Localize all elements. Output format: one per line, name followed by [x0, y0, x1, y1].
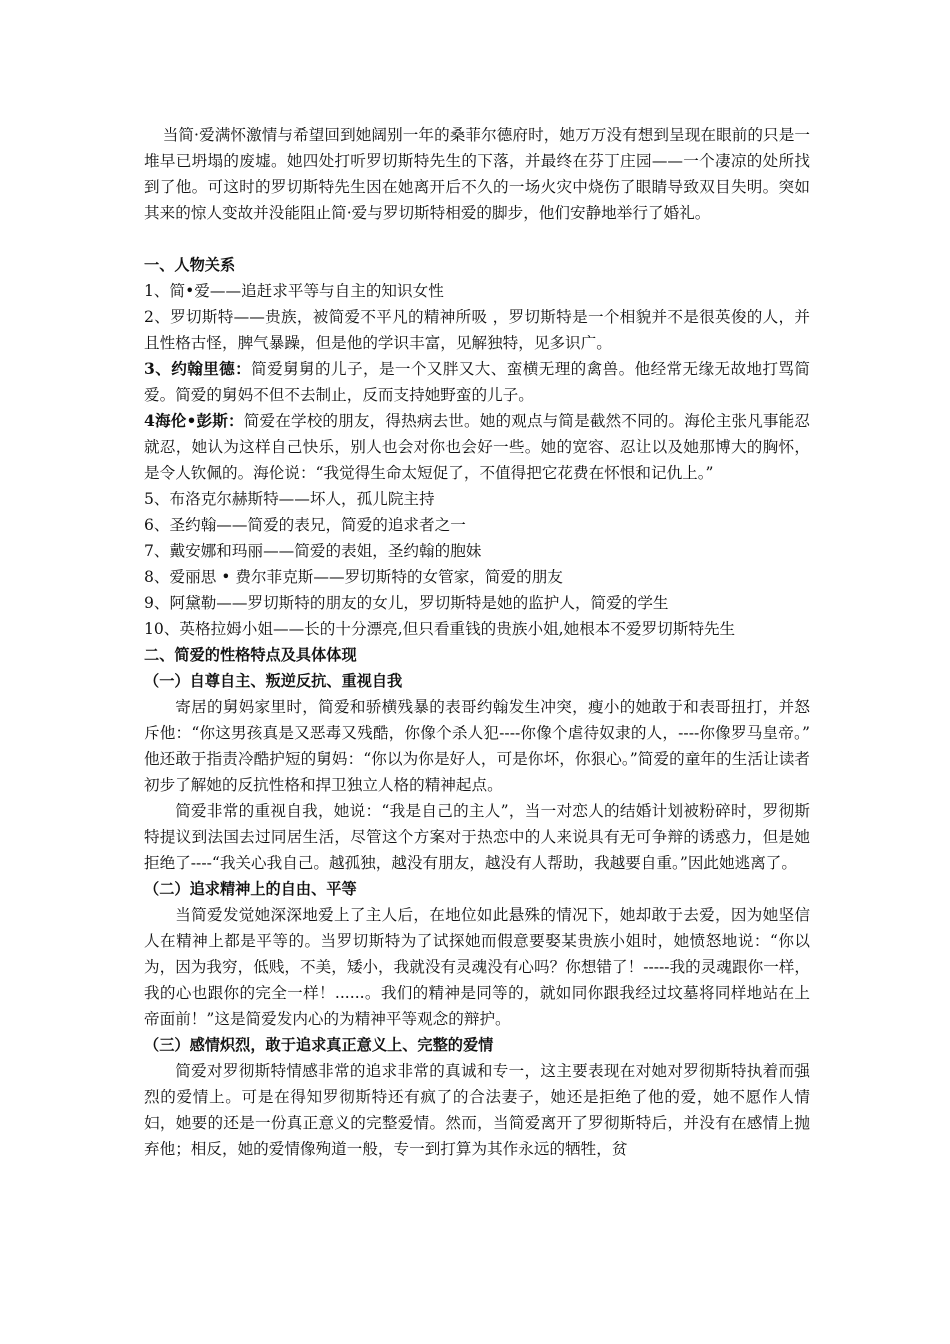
character-item-8: 8、爱丽思 • 费尔菲克斯——罗切斯特的女管家，简爱的朋友 — [144, 568, 563, 586]
character-item-10: 10、英格拉姆小姐——长的十分漂亮,但只看重钱的贵族小姐,她根本不爱罗切斯特先生 — [144, 620, 736, 638]
character-name: 4海伦•彭斯： — [144, 411, 244, 430]
body-paragraph: 寄居的舅妈家里时，简爱和骄横残暴的表哥约翰发生冲突，瘦小的她敢于和表哥扭打，并怒斥他：“你这男孩真是又恶毒又残酷，你像个杀人犯----你像个虐待奴隶的人，----你像罗马皇帝。” 他还敢于指责冷酷护短的舅妈：“你以为你是好人，可是你坏，你狠心。”简爱的童年的生活让读者初步了解她的反抗性格和捍卫独立人格的精神起点。 — [144, 698, 810, 794]
character-item-1: 1、简•爱——追赶求平等与自主的知识女性 — [144, 282, 444, 300]
character-description: 简爱舅舅的儿子，是一个又胖又大、蛮横无理的禽兽。他经常无缘无故地打骂简爱。简爱的舅妈不但不去制止，反而支持她野蛮的儿子。 — [144, 360, 810, 404]
body-paragraph: 当简爱发觉她深深地爱上了主人后，在地位如此悬殊的情况下，她却敢于去爱，因为她坚信人在精神上都是平等的。当罗切斯特为了试探她而假意要娶某贵族小姐时，她愤怒地说：“你以为，因为我穷，低贱，不美，矮小，我就没有灵魂没有心吗？你想错了！-----我的灵魂跟你一样，我的心也跟你的完全一样！......。我们的精神是同等的，就如同你跟我经过坟墓将同样地站在上帝面前！”这是简爱发内心的为精神平等观念的辩护。 — [144, 906, 810, 1028]
section-heading-personality: 二、简爱的性格特点及具体体现 — [144, 646, 357, 664]
character-item-4 — [144, 408, 810, 486]
character-item-6: 6、圣约翰——简爱的表兄，简爱的追求者之一 — [144, 516, 466, 534]
sub-heading-self-respect: （一）自尊自主、叛逆反抗、重视自我 — [144, 672, 403, 690]
character-item-7: 7、戴安娜和玛丽——简爱的表姐，圣约翰的胞妹 — [144, 542, 482, 560]
character-item-2: 2、罗切斯特——贵族，被简爱不平凡的精神所吸 ，罗切斯特是一个相貌并不是很英俊的人，并且性格古怪，脾气暴躁，但是他的学识丰富，见解独特，见多识广。 — [144, 308, 810, 352]
body-paragraph: 简爱非常的重视自我，她说：“我是自己的主人”，当一对恋人的结婚计划被粉碎时，罗彻斯特提议到法国去过同居生活，尽管这个方案对于热恋中的人来说具有无可争辩的诱惑力，但是她拒绝了----“我关心我自己。越孤独，越没有朋友，越没有人帮助，我越要自重。”因此她逃离了。 — [144, 802, 810, 872]
character-name: 3、约翰里德： — [144, 359, 252, 378]
document-page — [144, 122, 810, 1162]
blank-line — [144, 226, 810, 252]
character-item-9: 9、阿黛勒——罗切斯特的朋友的女儿，罗切斯特是她的监护人，简爱的学生 — [144, 594, 669, 612]
sub-heading-equality: （二）追求精神上的自由、平等 — [144, 880, 357, 898]
character-item-5: 5、布洛克尔赫斯特——坏人，孤儿院主持 — [144, 490, 435, 508]
character-item-3 — [144, 356, 810, 408]
sub-heading-love: （三）感情炽烈，敢于追求真正意义上、完整的爱情 — [144, 1036, 494, 1054]
character-description: 简爱在学校的朋友，得热病去世。她的观点与简是截然不同的。海伦主张凡事能忍就忍，她认为这样自己快乐，别人也会对你也会好一些。她的宽容、忍让以及她那博大的胸怀，是令人钦佩的。海伦说：“我觉得生命太短促了，不值得把它花费在怀恨和记仇上。” — [144, 412, 810, 482]
section-heading-characters: 一、人物关系 — [144, 256, 236, 274]
intro-paragraph: 当简·爱满怀激情与希望回到她阔别一年的桑菲尔德府时，她万万没有想到呈现在眼前的只是一堆早已坍塌的废墟。她四处打听罗切斯特先生的下落，并最终在芬丁庄园——一个凄凉的处所找到了他。可这时的罗切斯特先生因在她离开后不久的一场火灾中烧伤了眼睛导致双目失明。突如其来的惊人变故并没能阻止简·爱与罗切斯特相爱的脚步，他们安静地举行了婚礼。 — [144, 126, 810, 222]
body-paragraph: 简爱对罗彻斯特情感非常的追求非常的真诚和专一，这主要表现在对她对罗彻斯特执着而强烈的爱情上。可是在得知罗彻斯特还有疯了的合法妻子，她还是拒绝了他的爱，她不愿作人情妇，她要的还是一份真正意义的完整爱情。然而，当简爱离开了罗彻斯特后，并没有在感情上抛弃他；相反，她的爱情像殉道一般，专一到打算为其作永远的牺牲，贫 — [144, 1062, 810, 1158]
